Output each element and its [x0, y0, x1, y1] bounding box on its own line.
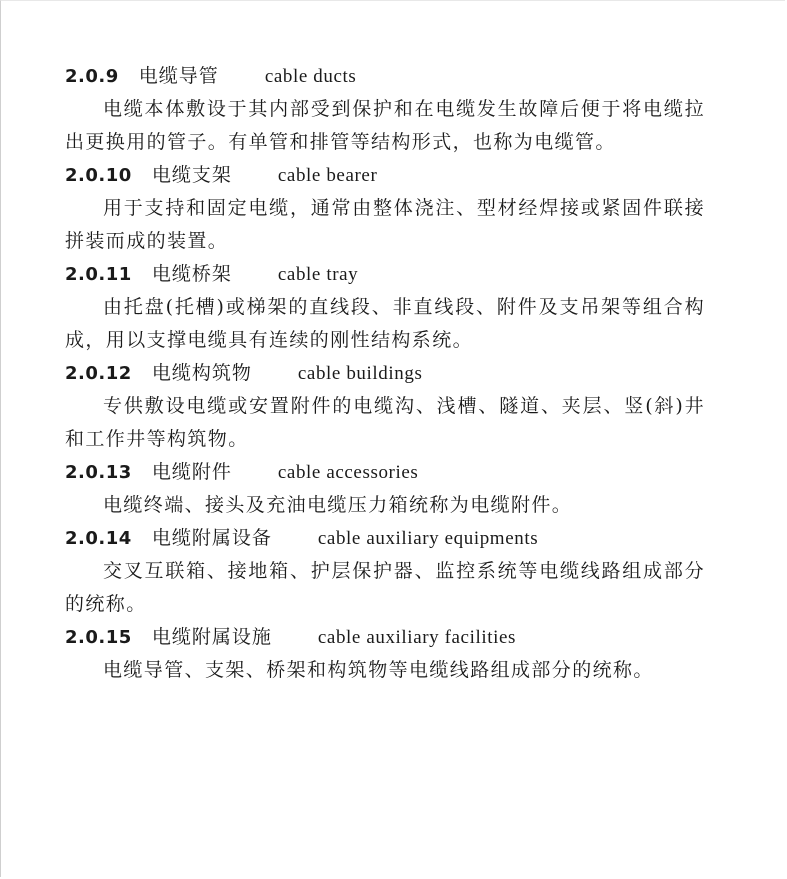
term-english-name: cable auxiliary equipments: [317, 528, 539, 549]
term-definition: 由托盘(托槽)或梯架的直线段、非直线段、附件及支吊架等组合构成，用以支撑电缆具有连续的刚性结构系统。: [65, 296, 705, 351]
term-heading: [65, 258, 705, 291]
term-chinese-name: 电缆附属设施: [151, 626, 272, 648]
term-entry: [65, 258, 705, 357]
term-number: 2.0.11: [65, 264, 132, 285]
term-heading: [65, 159, 705, 192]
term-entry: [65, 357, 705, 456]
term-heading: [65, 522, 705, 555]
term-english-name: cable bearer: [277, 165, 378, 186]
term-number: 2.0.13: [65, 462, 132, 483]
term-chinese-name: 电缆构筑物: [151, 362, 252, 384]
term-chinese-name: 电缆导管: [138, 65, 219, 87]
term-chinese-name: 电缆桥架: [151, 263, 232, 285]
term-entry: [65, 522, 705, 621]
term-english-name: cable buildings: [297, 363, 423, 384]
term-definition: 电缆本体敷设于其内部受到保护和在电缆发生故障后便于将电缆拉出更换用的管子。有单管和排管等结构形式，也称为电缆管。: [65, 98, 705, 153]
term-definition: 电缆导管、支架、桥架和构筑物等电缆线路组成部分的统称。: [103, 659, 654, 681]
term-english-name: cable ducts: [264, 66, 357, 87]
term-heading: [65, 60, 705, 93]
term-number: 2.0.10: [65, 165, 132, 186]
term-definition: 专供敷设电缆或安置附件的电缆沟、浅槽、隧道、夹层、竖(斜)井和工作井等构筑物。: [65, 395, 705, 450]
term-entry: [65, 456, 705, 522]
term-definition: 用于支持和固定电缆，通常由整体浇注、型材经焊接或紧固件联接拼装而成的装置。: [65, 197, 705, 252]
term-heading: [65, 456, 705, 489]
term-number: 2.0.14: [65, 528, 132, 549]
term-number: 2.0.12: [65, 363, 132, 384]
term-chinese-name: 电缆附属设备: [151, 527, 272, 549]
terms-list: [65, 60, 705, 687]
term-number: 2.0.15: [65, 627, 132, 648]
term-heading: [65, 621, 705, 654]
term-number: 2.0.9: [65, 66, 119, 87]
term-entry: [65, 159, 705, 258]
term-definition: 电缆终端、接头及充油电缆压力箱统称为电缆附件。: [103, 494, 573, 516]
term-english-name: cable accessories: [277, 462, 419, 483]
term-chinese-name: 电缆支架: [151, 164, 232, 186]
term-definition: 交叉互联箱、接地箱、护层保护器、监控系统等电缆线路组成部分的统称。: [65, 560, 705, 615]
term-english-name: cable auxiliary facilities: [317, 627, 517, 648]
term-entry: [65, 60, 705, 159]
term-chinese-name: 电缆附件: [151, 461, 232, 483]
term-entry: [65, 621, 705, 687]
term-heading: [65, 357, 705, 390]
term-english-name: cable tray: [277, 264, 359, 285]
